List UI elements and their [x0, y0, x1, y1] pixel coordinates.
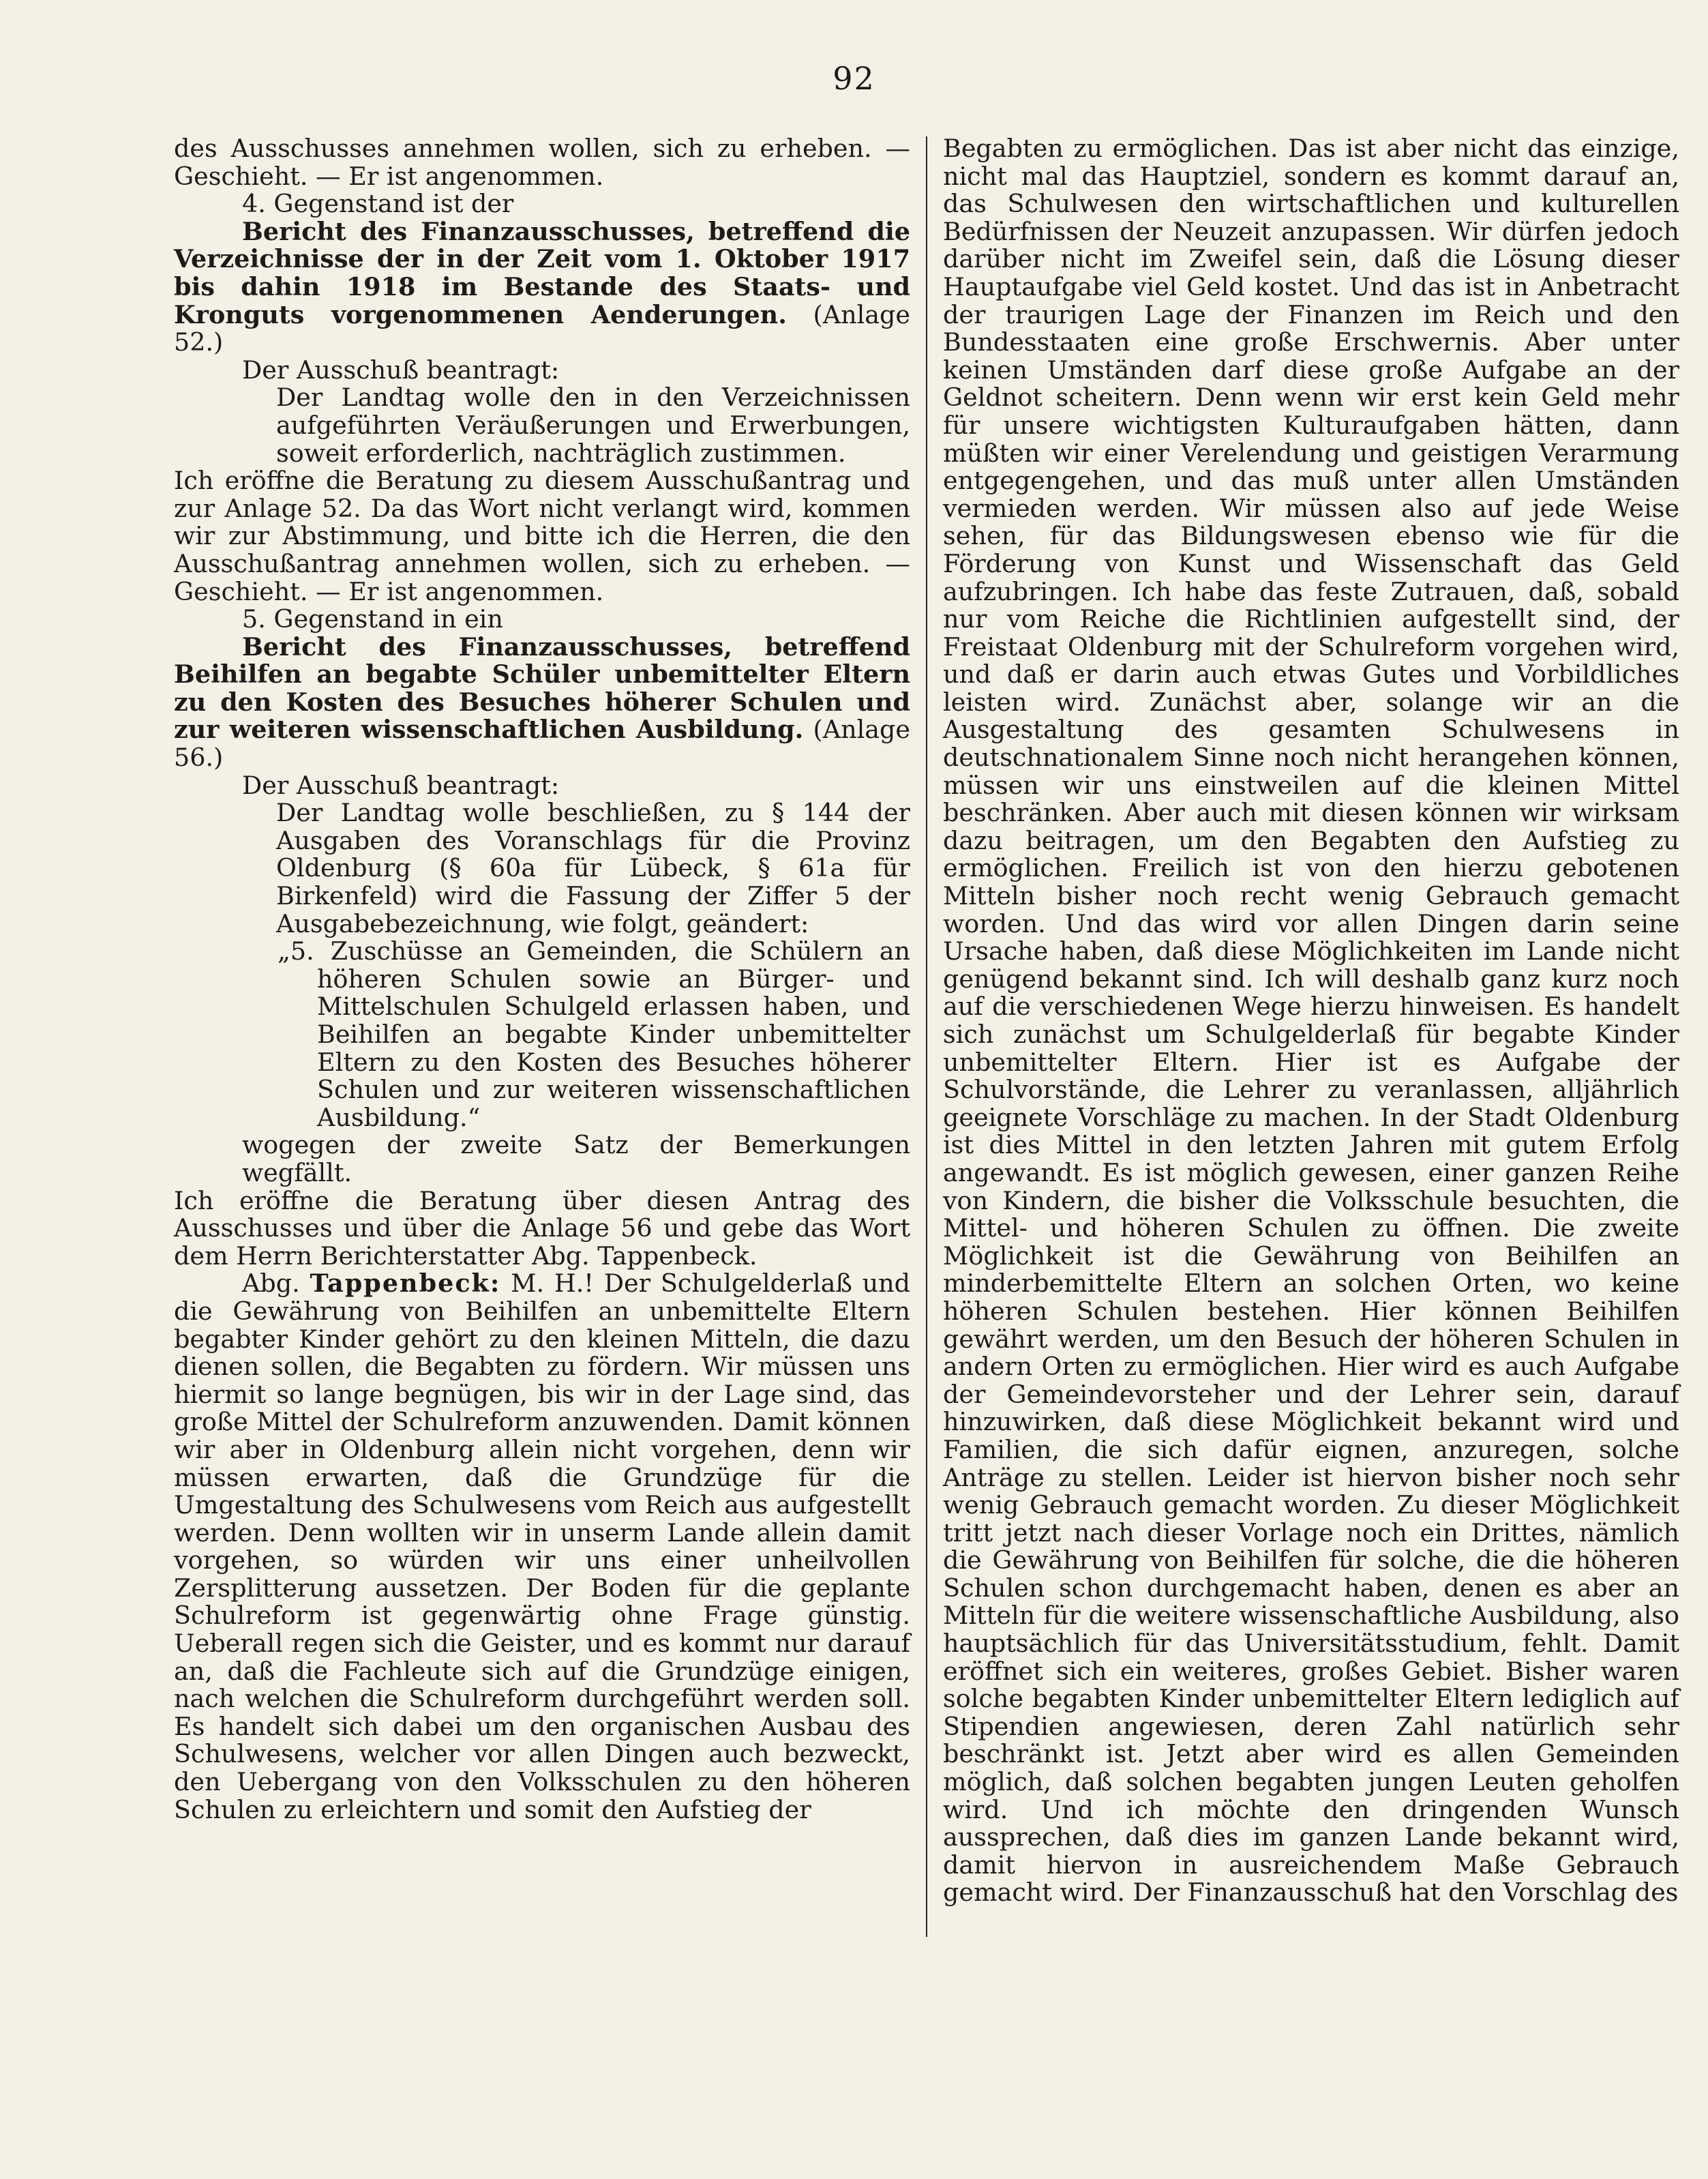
- speaker-prefix: Abg.: [242, 1269, 310, 1299]
- right-column: [943, 135, 1679, 1907]
- motion-text: Der Landtag wolle den in den Verzeichnissen aufgeführten Veräußerungen und Erwerbungen, soweit erforderlich, nachträglich zustimmen.: [276, 383, 910, 468]
- paragraph: wogegen der zweite Satz der Bemerkungen wegfällt.: [242, 1130, 910, 1187]
- paragraph: Der Ausschuß beantragt:: [242, 355, 560, 385]
- agenda-item-5: 5. Gegenstand in ein: [242, 604, 503, 634]
- report-heading-2: [174, 634, 910, 772]
- paragraph: Ich eröffne die Beratung über diesen Antrag des Ausschusses und über die Anlage 56 und gebe das Wort dem Herrn Berichterstatter Abg. Tappenbeck.: [174, 1185, 910, 1271]
- paragraph: Der Ausschuß beantragt:: [242, 770, 560, 800]
- paragraph: des Ausschusses annehmen wollen, sich zu erheben. — Geschieht. — Er ist angenommen.: [174, 134, 910, 191]
- report-heading-1: [174, 218, 910, 357]
- speech-continuation: Begabten zu ermöglichen. Das ist aber nicht das einzige, nicht mal das Hauptziel, sondern es kommt darauf an, das Schulwesen den wirtschaftlichen und kulturellen Bedürfnissen der Neuzeit anzupassen. Wir dürfen jedoch darüber nicht im Zweifel sein, daß die Lösung dieser Hauptaufgabe viel Geld kostet. Und das ist in Anbetracht der traurigen Lage der Finanzen im Reich und den Bundesstaaten eine große Erschwernis. Aber unter keinen Umständen darf diese große Aufgabe an der Geldnot scheitern. Denn wenn wir erst kein Geld mehr für unsere wichtigsten Kulturaufgaben hätten, dann müßten wir einer Verelendung und geistigen Verarmung entgegengehen, und das muß unter allen Umständen vermieden werden. Wir müssen also auf jede Weise sehen, für das Bildungswesen ebenso wie für die Förderung von Kunst und Wissenschaft das Geld aufzubringen. Ich habe das feste Zutrauen, daß, sobald nur vom Reiche die Richtlinien aufgestellt sind, der Freistaat Oldenburg mit der Schulreform vorgehen wird, und daß er darin auch etwas Gutes und Vorbildliches leisten wird. Zunächst aber, solange wir an die Ausgestaltung des gesamten Schulwesens in deutschnationalem Sinne noch nicht herangehen können, müssen wir uns einstweilen auf die kleinen Mittel beschränken. Aber auch mit diesen können wir wirksam dazu beitragen, um den Begabten den Aufstieg zu ermöglichen. Freilich ist von den hierzu gebotenen Mitteln bisher noch recht wenig Gebrauch gemacht worden. Und das wird vor allen Dingen darin seine Ursache haben, daß diese Möglichkeiten im Lande nicht genügend bekannt sind. Ich will deshalb ganz kurz noch auf die verschiedenen Wege hierzu hinweisen. Es handelt sich zunächst um Schulgelderlaß für begabte Kinder unbemittelter Eltern. Hier ist es Aufgabe der Schulvorstände, die Lehrer zu veranlassen, alljährlich geeignete Vorschläge zu machen. In der Stadt Oldenburg ist dies Mittel in den letzten Jahren mit gutem Erfolg angewandt. Es ist möglich gewesen, einer ganzen Reihe von Kindern, die bisher die Volksschule besuchten, die Mittel- und höheren Schulen zu öffnen. Die zweite Möglichkeit ist die Gewährung von Beihilfen an minderbemittelte Eltern an solchen Orten, wo keine höheren Schulen bestehen. Hier können Beihilfen gewährt werden, um den Besuch der höheren Schulen in andern Orten zu ermöglichen. Hier wird es auch Aufgabe der Gemeindevorsteher und der Lehrer sein, darauf hinzuwirken, daß diese Möglichkeit bekannt wird und Familien, die sich dafür eignen, anzuregen, solche Anträge zu stellen. Leider ist hiervon bisher noch sehr wenig Gebrauch gemacht worden. Zu dieser Möglichkeit tritt jetzt nach dieser Vorlage noch ein Drittes, nämlich die Gewährung von Beihilfen für solche, die die höheren Schulen schon durchgemacht haben, denen es aber an Mitteln für die weitere wissenschaftliche Ausbildung, also hauptsächlich für das Universitätsstudium, fehlt. Damit eröffnet sich ein weiteres, großes Gebiet. Bisher waren solche begabten Kinder unbemittelter Eltern lediglich auf Stipendien angewiesen, deren Zahl natürlich sehr beschränkt ist. Jetzt aber wird es allen Gemeinden möglich, daß solchen begabten jungen Leuten geholfen wird. Und ich möchte den dringenden Wunsch aussprechen, daß dies im ganzen Lande bekannt wird, damit hiervon in ausreichendem Maße Gebrauch gemacht wird. Der Finanzausschuß hat den Vorschlag des: [943, 134, 1679, 1908]
- speech-text: M. H.! Der Schulgelderlaß und die Gewährung von Beihilfen an unbemittelte Eltern begabter Kinder gehört zu den kleinen Mitteln, die dazu dienen sollen, die Begabten zu fördern. Wir müssen uns hiermit so lange begnügen, bis wir in der Lage sind, das große Mittel der Schulreform anzuwenden. Damit können wir aber in Oldenburg allein nicht vorgehen, denn wir müssen erwarten, daß die Grundzüge für die Umgestaltung des Schulwesens vom Reich aus aufgestellt werden. Denn wollten wir in unserm Lande allein damit vorgehen, so würden wir uns einer unheilvollen Zersplitterung aussetzen. Der Boden für die geplante Schulreform ist gegenwärtig ohne Frage günstig. Ueberall regen sich die Geister, und es kommt nur darauf an, daß die Fachleute sich auf die Grundzüge einigen, nach welchen die Schulreform durchgeführt werden soll. Es handelt sich dabei um den organischen Ausbau des Schulwesens, welcher vor allen Dingen auch bezweckt, den Uebergang von den Volksschulen zu den höheren Schulen zu erleichtern und somit den Aufstieg der: [174, 1269, 910, 1824]
- report-heading-2-anlage: (Anlage 56.): [174, 715, 910, 773]
- speech-paragraph: [174, 1270, 910, 1824]
- paragraph: Ich eröffne die Beratung zu diesem Ausschußantrag und zur Anlage 52. Da das Wort nicht verlangt wird, kommen wir zur Abstimmung, und bitte ich die Herren, die den Ausschußantrag annehmen wollen, sich zu erheben. — Geschieht. — Er ist angenommen.: [174, 466, 910, 606]
- page-number: 92: [833, 60, 875, 97]
- report-heading-1-anlage: (Anlage 52.): [174, 299, 911, 357]
- agenda-item-4: 4. Gegenstand ist der: [242, 189, 514, 219]
- column-divider: [926, 136, 927, 1937]
- motion-text: Der Landtag wolle beschließen, zu § 144 der Ausgaben des Voranschlags für die Provinz Oldenburg (§ 60a für Lübeck, § 61a für Birkenfeld) wird die Fassung der Ziffer 5 der Ausgabebezeichnung, wie folgt, geändert:: [276, 798, 910, 938]
- report-heading-1-title: Bericht des Finanzausschusses, betreffend die Verzeichnisse der in der Zeit vom 1. Oktober 1917 bis dahin 1918 im Bestande des Staats- und Kronguts vorgenommenen Aenderungen.: [174, 216, 910, 329]
- report-heading-2-title: Bericht des Finanzausschusses, betreffend Beihilfen an begabte Schüler unbemittelter Eltern zu den Kosten des Besuches höherer Schulen und zur weiteren wissenschaftlichen Ausbildung.: [174, 632, 910, 745]
- amended-item-5: „5. Zuschüsse an Gemeinden, die Schülern an höheren Schulen sowie an Bürger- und Mittelschulen Schulgeld erlassen haben, und Beihilfen an begabte Kinder unbemittelter Eltern zu den Kosten des Besuches höherer Schulen und zur weiteren wissenschaftlichen Ausbildung.“: [278, 936, 910, 1132]
- left-column: [174, 135, 910, 1824]
- speaker-name: Tappenbeck:: [310, 1269, 501, 1299]
